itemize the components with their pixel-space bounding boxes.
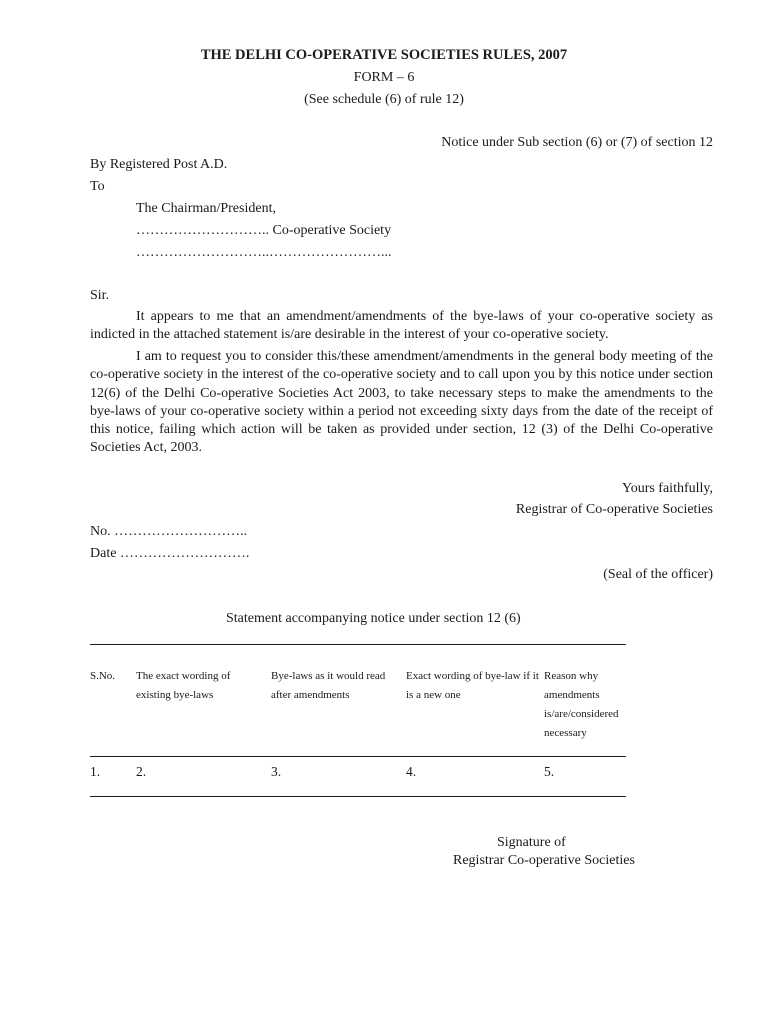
closing-registrar: Registrar of Co-operative Societies	[515, 502, 713, 517]
cell-number-1: 1.	[90, 764, 101, 779]
form-number: FORM – 6	[353, 70, 415, 85]
signature-line-1: Signature of	[497, 835, 566, 850]
table-bottom-rule	[90, 796, 626, 797]
number-field: No. ………………………..	[90, 524, 248, 539]
seal-note: (Seal of the officer)	[603, 567, 713, 582]
paragraph-2: I am to request you to consider this/these amendment/amendments in the general body meeting of the co-operative society in the interest of the co-operative society and to call upon you by this notice under section 12(6) of the Delhi Co-operative Societies Act 2003, to take necessary steps to make the amendments to the bye-laws of your co-operative society within a period not exceeding sixty days from the date of the receipt of this notice, failing which action will be taken as provided under section, 12 (3) of the Delhi Co-operative Societies Act, 2003.	[90, 349, 713, 456]
table-top-rule	[90, 644, 626, 645]
header-after-amendment: Bye-laws as it would read after amendments	[271, 670, 386, 701]
table-header-rule	[90, 756, 626, 757]
signature-line-2: Registrar Co-operative Societies	[453, 853, 635, 868]
statement-title: Statement accompanying notice under section 12 (6)	[226, 611, 521, 626]
cell-number-3: 3.	[271, 764, 282, 779]
paragraph-1: It appears to me that an amendment/amendments of the bye-laws of your co-operative society as indicted in the attached statement is/are desirable in the interest of your co-operative society.	[90, 309, 713, 343]
header-sno: S.No.	[90, 670, 116, 682]
closing-yours-faithfully: Yours faithfully,	[621, 481, 713, 496]
cell-number-4: 4.	[406, 764, 417, 779]
schedule-reference: (See schedule (6) of rule 12)	[304, 92, 464, 107]
date-field: Date ……………………….	[90, 546, 250, 561]
cell-number-5: 5.	[544, 764, 555, 779]
header-existing-wording: The exact wording of existing bye-laws	[136, 670, 231, 701]
header-new-bye-law: Exact wording of bye-law if it is a new one	[406, 670, 539, 701]
document-title: THE DELHI CO-OPERATIVE SOCIETIES RULES, 2007	[200, 47, 568, 63]
recipient-title: The Chairman/President,	[136, 201, 276, 216]
header-reason: Reason why amendments is/are/considered necessary	[544, 670, 619, 739]
salutation: Sir.	[90, 288, 110, 303]
cell-number-2: 2.	[136, 764, 147, 779]
to-label: To	[90, 179, 105, 194]
address-line: ………………………..……………………...	[136, 245, 392, 260]
society-name-line: ……………………….. Co-operative Society	[136, 223, 392, 238]
post-method: By Registered Post A.D.	[90, 157, 228, 172]
notice-reference: Notice under Sub section (6) or (7) of section 12	[441, 135, 713, 150]
